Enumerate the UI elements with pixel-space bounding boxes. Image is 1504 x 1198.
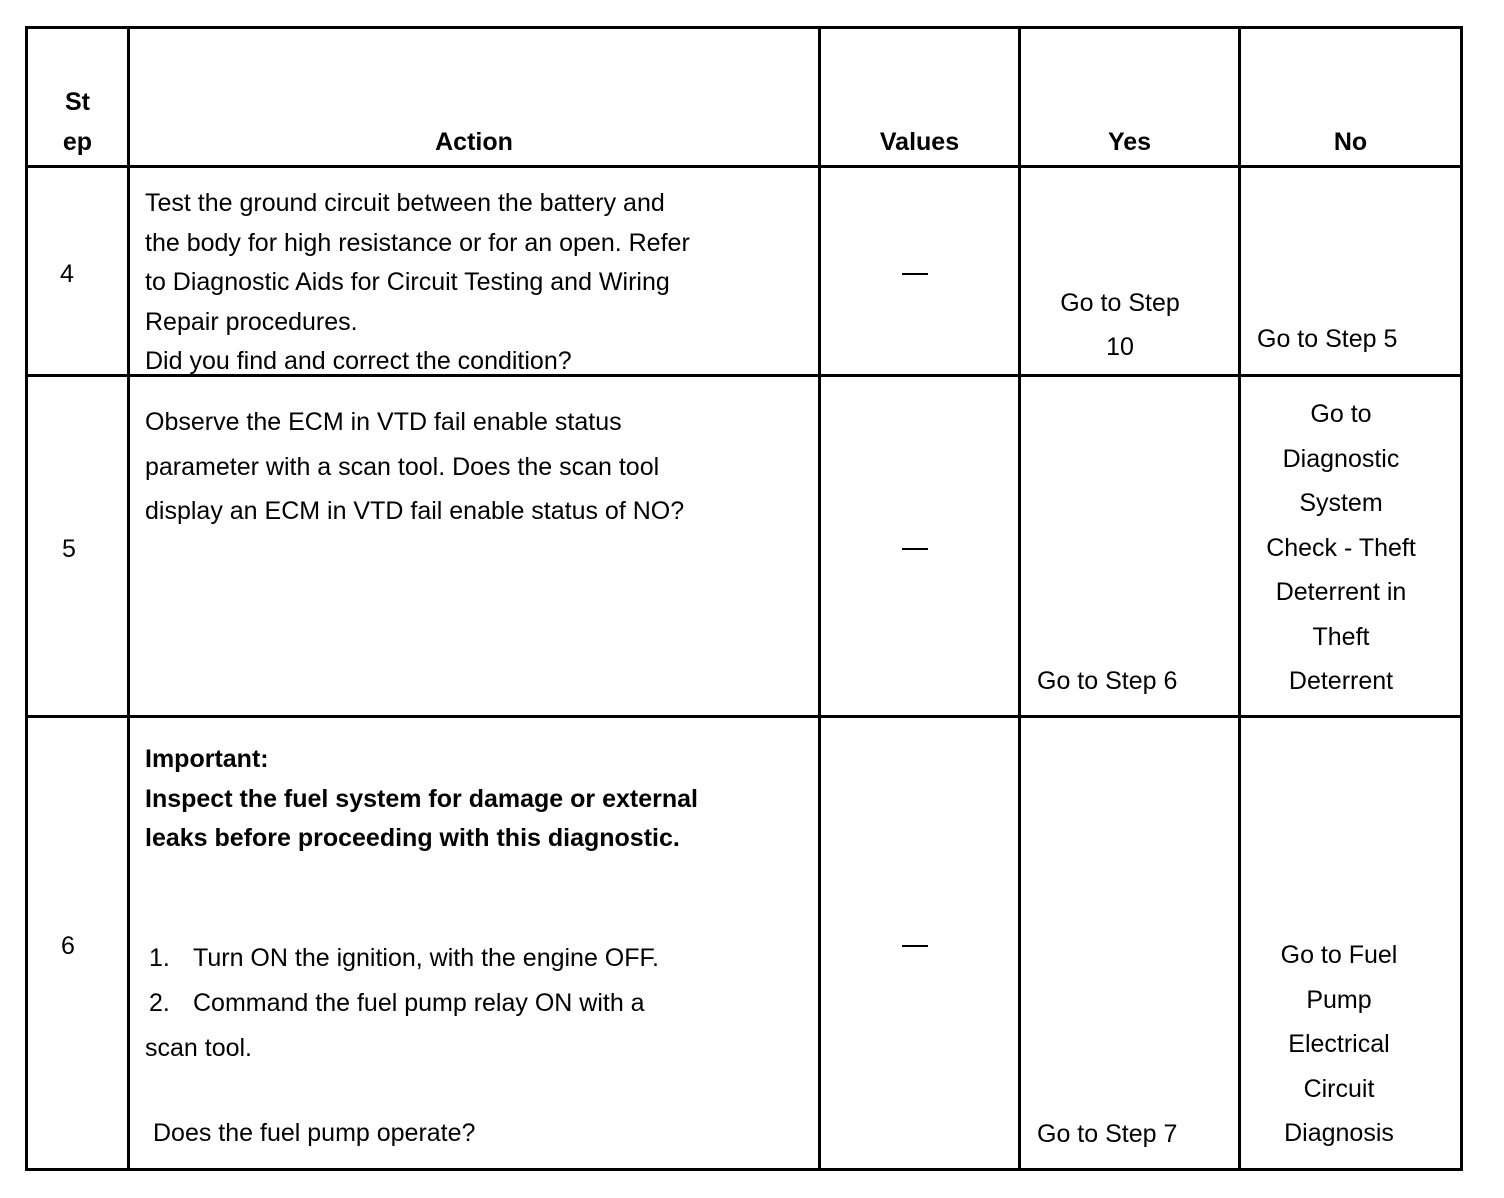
important-line: leaks before proceeding with this diagnostic.	[145, 824, 680, 852]
header-action: Action	[435, 128, 513, 156]
important-label: Important:	[145, 745, 269, 773]
procedure-step-number: 1.	[149, 944, 170, 972]
no-outcome	[1241, 933, 1437, 1156]
header-no: No	[1333, 128, 1368, 156]
procedure-step-text: Turn ON the ignition, with the engine OFF.	[193, 944, 659, 972]
action-line: display an ECM in VTD fail enable status of NO?	[145, 497, 685, 525]
action-line: to Diagnostic Aids for Circuit Testing and Wiring	[145, 268, 670, 296]
important-line: Inspect the fuel system for damage or external	[145, 784, 698, 813]
table-border-left	[25, 26, 28, 1171]
column-divider	[1018, 26, 1021, 1171]
step-number: 4	[60, 260, 74, 288]
no-line: Pump	[1306, 985, 1372, 1014]
yes-outcome	[1021, 281, 1219, 369]
procedure-step-continuation: scan tool.	[145, 1034, 253, 1062]
important-note	[145, 740, 698, 859]
procedure-step-number: 2.	[149, 989, 170, 1017]
no-line: System	[1299, 489, 1383, 517]
table-border-top	[25, 26, 1463, 29]
no-line: Go to Fuel	[1280, 941, 1398, 969]
yes-line: Go to Step 6	[1037, 667, 1178, 695]
no-line: Deterrent	[1288, 667, 1394, 695]
values-dash-mark	[902, 548, 928, 550]
yes-line: Go to Step 7	[1037, 1120, 1178, 1148]
values-dash-mark	[902, 945, 928, 947]
question-text: Does the fuel pump operate?	[153, 1119, 476, 1147]
yes-line: 10	[1106, 333, 1134, 361]
yes-line: Go to Step	[1060, 289, 1180, 317]
action-text	[145, 184, 690, 382]
no-line: Circuit	[1303, 1074, 1375, 1103]
table-border-right	[1460, 26, 1463, 1171]
no-outcome	[1257, 325, 1397, 353]
header-yes: Yes	[1107, 128, 1152, 156]
action-text	[145, 400, 684, 534]
action-line: Repair procedures.	[145, 307, 358, 336]
table-border-bottom	[25, 1168, 1463, 1171]
row-divider	[25, 715, 1463, 718]
header-values: Values	[879, 128, 960, 156]
yes-outcome	[1037, 667, 1177, 695]
no-line: Deterrent in	[1275, 578, 1407, 606]
values-dash-mark	[902, 273, 928, 275]
step-number: 5	[62, 535, 76, 563]
no-outcome	[1241, 392, 1441, 704]
header-step-line-2: ep	[62, 128, 93, 156]
no-line: Diagnostic	[1282, 444, 1400, 473]
column-divider	[818, 26, 821, 1171]
header-divider	[25, 165, 1463, 168]
action-line: Observe the ECM in VTD fail enable status	[145, 408, 622, 436]
no-line: Theft	[1312, 622, 1370, 651]
procedure-step-text: Command the fuel pump relay ON with a	[193, 989, 645, 1017]
action-line: the body for high resistance or for an open. Refer	[145, 228, 690, 257]
column-divider	[127, 26, 130, 1171]
no-line: Electrical	[1288, 1030, 1390, 1058]
action-line: Test the ground circuit between the battery and	[145, 189, 665, 217]
no-line: Diagnosis	[1284, 1119, 1394, 1147]
step-number: 6	[61, 932, 75, 960]
no-line: Go to Step 5	[1257, 325, 1398, 353]
no-line: Check - Theft	[1266, 533, 1416, 562]
header-step-line-1: St	[65, 88, 90, 116]
action-line: Did you find and correct the condition?	[145, 347, 572, 375]
action-line: parameter with a scan tool. Does the scan tool	[145, 452, 660, 481]
yes-outcome	[1037, 1120, 1177, 1148]
no-line: Go to	[1310, 400, 1372, 428]
